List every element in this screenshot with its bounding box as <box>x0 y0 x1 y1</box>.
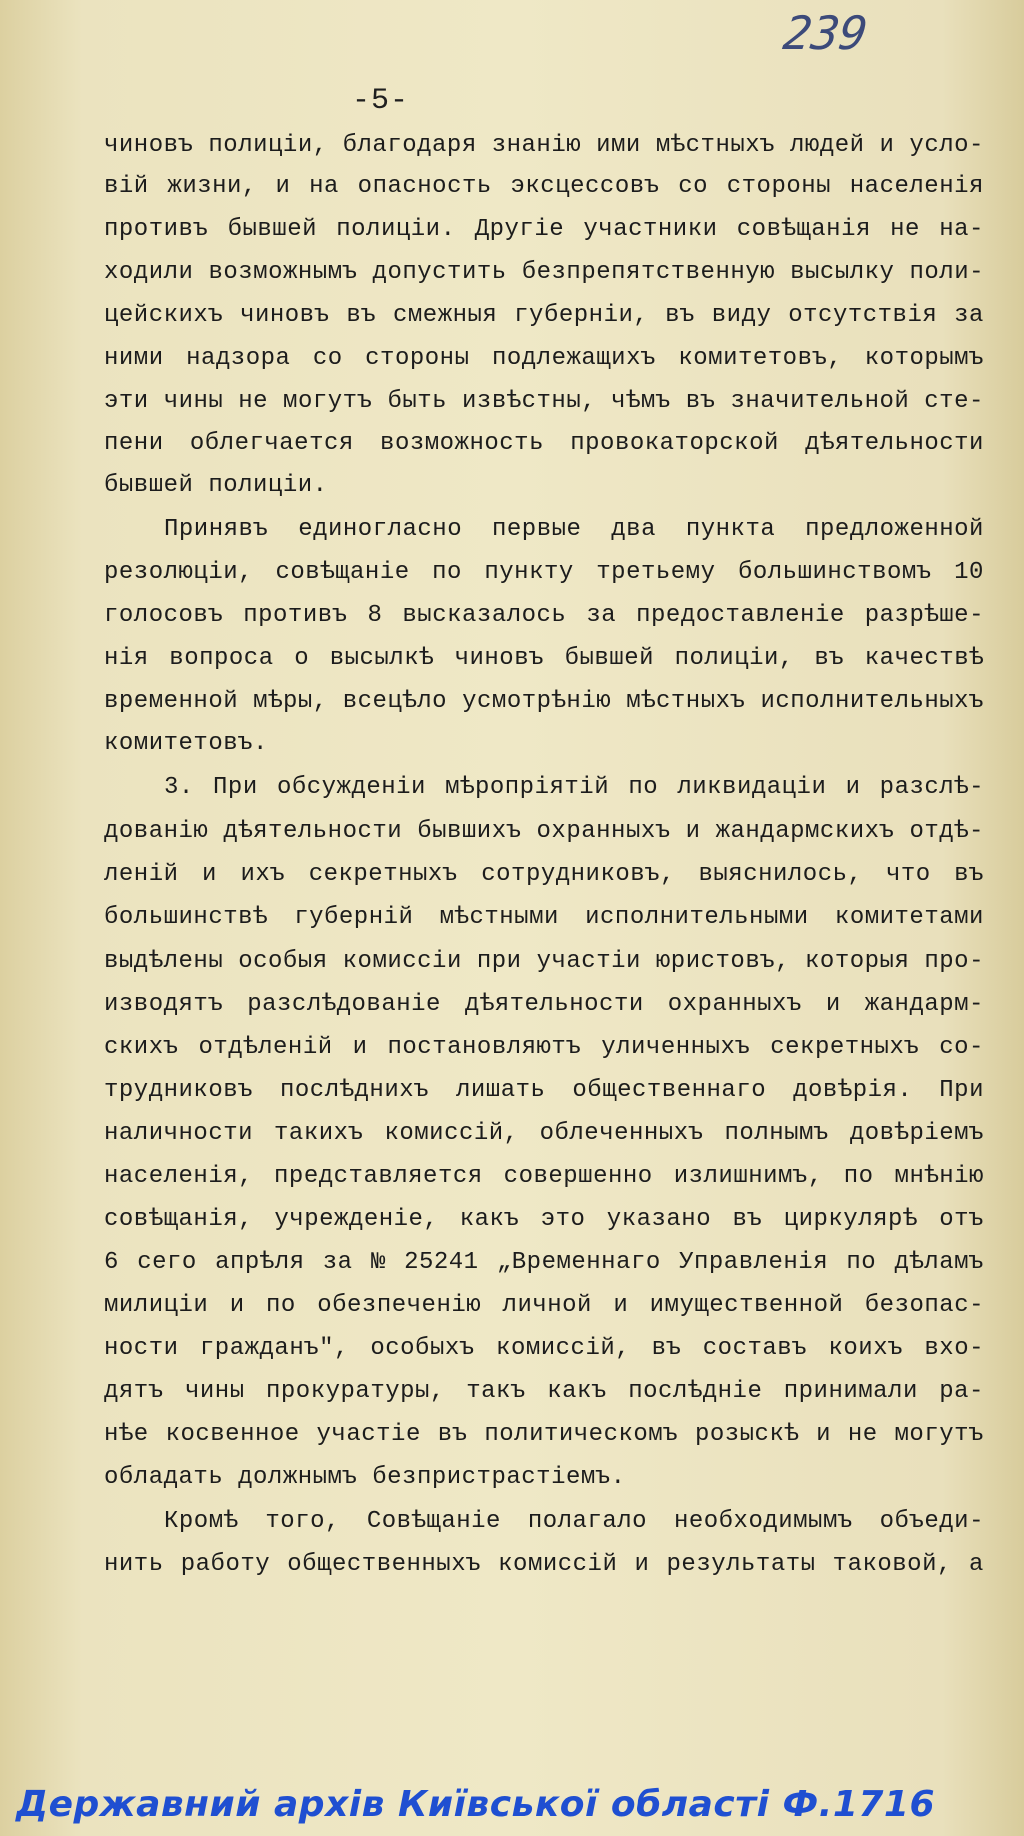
text-line: резолюціи, совѣщаніе по пункту третьему большинствомъ 10 <box>104 559 984 586</box>
text-line: населенія, представляется совершенно излишнимъ, по мнѣнію <box>104 1163 984 1190</box>
text-line: чиновъ полиціи, благодаря знанію ими мѣстныхъ людей и усло- <box>104 132 984 159</box>
text-line: выдѣлены особыя комиссіи при участіи юристовъ, которыя про- <box>104 948 984 975</box>
text-line: совѣщанія, учрежденіе, какъ это указано въ циркулярѣ отъ <box>104 1206 984 1233</box>
folio-number: 239 <box>780 6 871 60</box>
text-line: трудниковъ послѣднихъ лишать общественнаго довѣрія. При <box>104 1077 984 1104</box>
text-line: большинствѣ губерній мѣстными исполнительными комитетами <box>104 904 984 931</box>
text-line: временной мѣры, всецѣло усмотрѣнію мѣстныхъ исполнительныхъ <box>104 688 984 715</box>
text-line: ности гражданъ", особыхъ комиссій, въ составъ коихъ вхо- <box>104 1335 984 1362</box>
text-line: скихъ отдѣленій и постановляютъ уличенныхъ секретныхъ со- <box>104 1034 984 1061</box>
text-line: пени облегчается возможность провокаторской дѣятельности <box>104 430 984 457</box>
text-line: голосовъ противъ 8 высказалось за предоставленіе разрѣше- <box>104 602 984 629</box>
text-line: комитетовъ. <box>104 730 268 757</box>
page-number: -5- <box>352 84 410 118</box>
text-line: милиціи и по обезпеченію личной и имущественной безопас- <box>104 1292 984 1319</box>
text-line: нія вопроса о высылкѣ чиновъ бывшей полиціи, въ качествѣ <box>104 645 984 672</box>
text-line: изводятъ разслѣдованіе дѣятельности охранныхъ и жандарм- <box>104 991 984 1018</box>
text-line: нѣе косвенное участіе въ политическомъ розыскѣ и не могутъ <box>104 1421 984 1448</box>
text-line: ходили возможнымъ допустить безпрепятственную высылку поли- <box>104 259 984 286</box>
text-line: эти чины не могутъ быть извѣстны, чѣмъ въ значительной сте- <box>104 388 984 415</box>
text-line: Принявъ единогласно первые два пункта предложенной <box>164 516 984 543</box>
text-line: ними надзора со стороны подлежащихъ комитетовъ, которымъ <box>104 345 984 372</box>
text-line: вій жизни, и на опасность эксцессовъ со стороны населенія <box>104 173 984 200</box>
text-line: 3. При обсужденіи мѣропріятій по ликвидаціи и разслѣ- <box>164 774 984 801</box>
text-line: бывшей полиціи. <box>104 472 328 499</box>
text-line: Кромѣ того, Совѣщаніе полагало необходимымъ объеди- <box>164 1508 984 1535</box>
text-line: обладать должнымъ безпристрастіемъ. <box>104 1464 626 1491</box>
text-line: дованію дѣятельности бывшихъ охранныхъ и жандармскихъ отдѣ- <box>104 818 984 845</box>
text-line: нить работу общественныхъ комиссій и результаты таковой, а <box>104 1551 984 1578</box>
text-line: противъ бывшей полиціи. Другіе участники совѣщанія не на- <box>104 216 984 243</box>
text-line: дятъ чины прокуратуры, такъ какъ послѣдніе принимали ра- <box>104 1378 984 1405</box>
text-line: 6 сего апрѣля за № 25241 „Временнаго Управленія по дѣламъ <box>104 1249 984 1276</box>
text-line: цейскихъ чиновъ въ смежныя губерніи, въ виду отсутствія за <box>104 302 984 329</box>
text-line: леній и ихъ секретныхъ сотрудниковъ, выяснилось, что въ <box>104 861 984 888</box>
archive-stamp: Державний архів Київської області Ф.1716 <box>16 1784 936 1825</box>
text-line: наличности такихъ комиссій, облеченныхъ полнымъ довѣріемъ <box>104 1120 984 1147</box>
